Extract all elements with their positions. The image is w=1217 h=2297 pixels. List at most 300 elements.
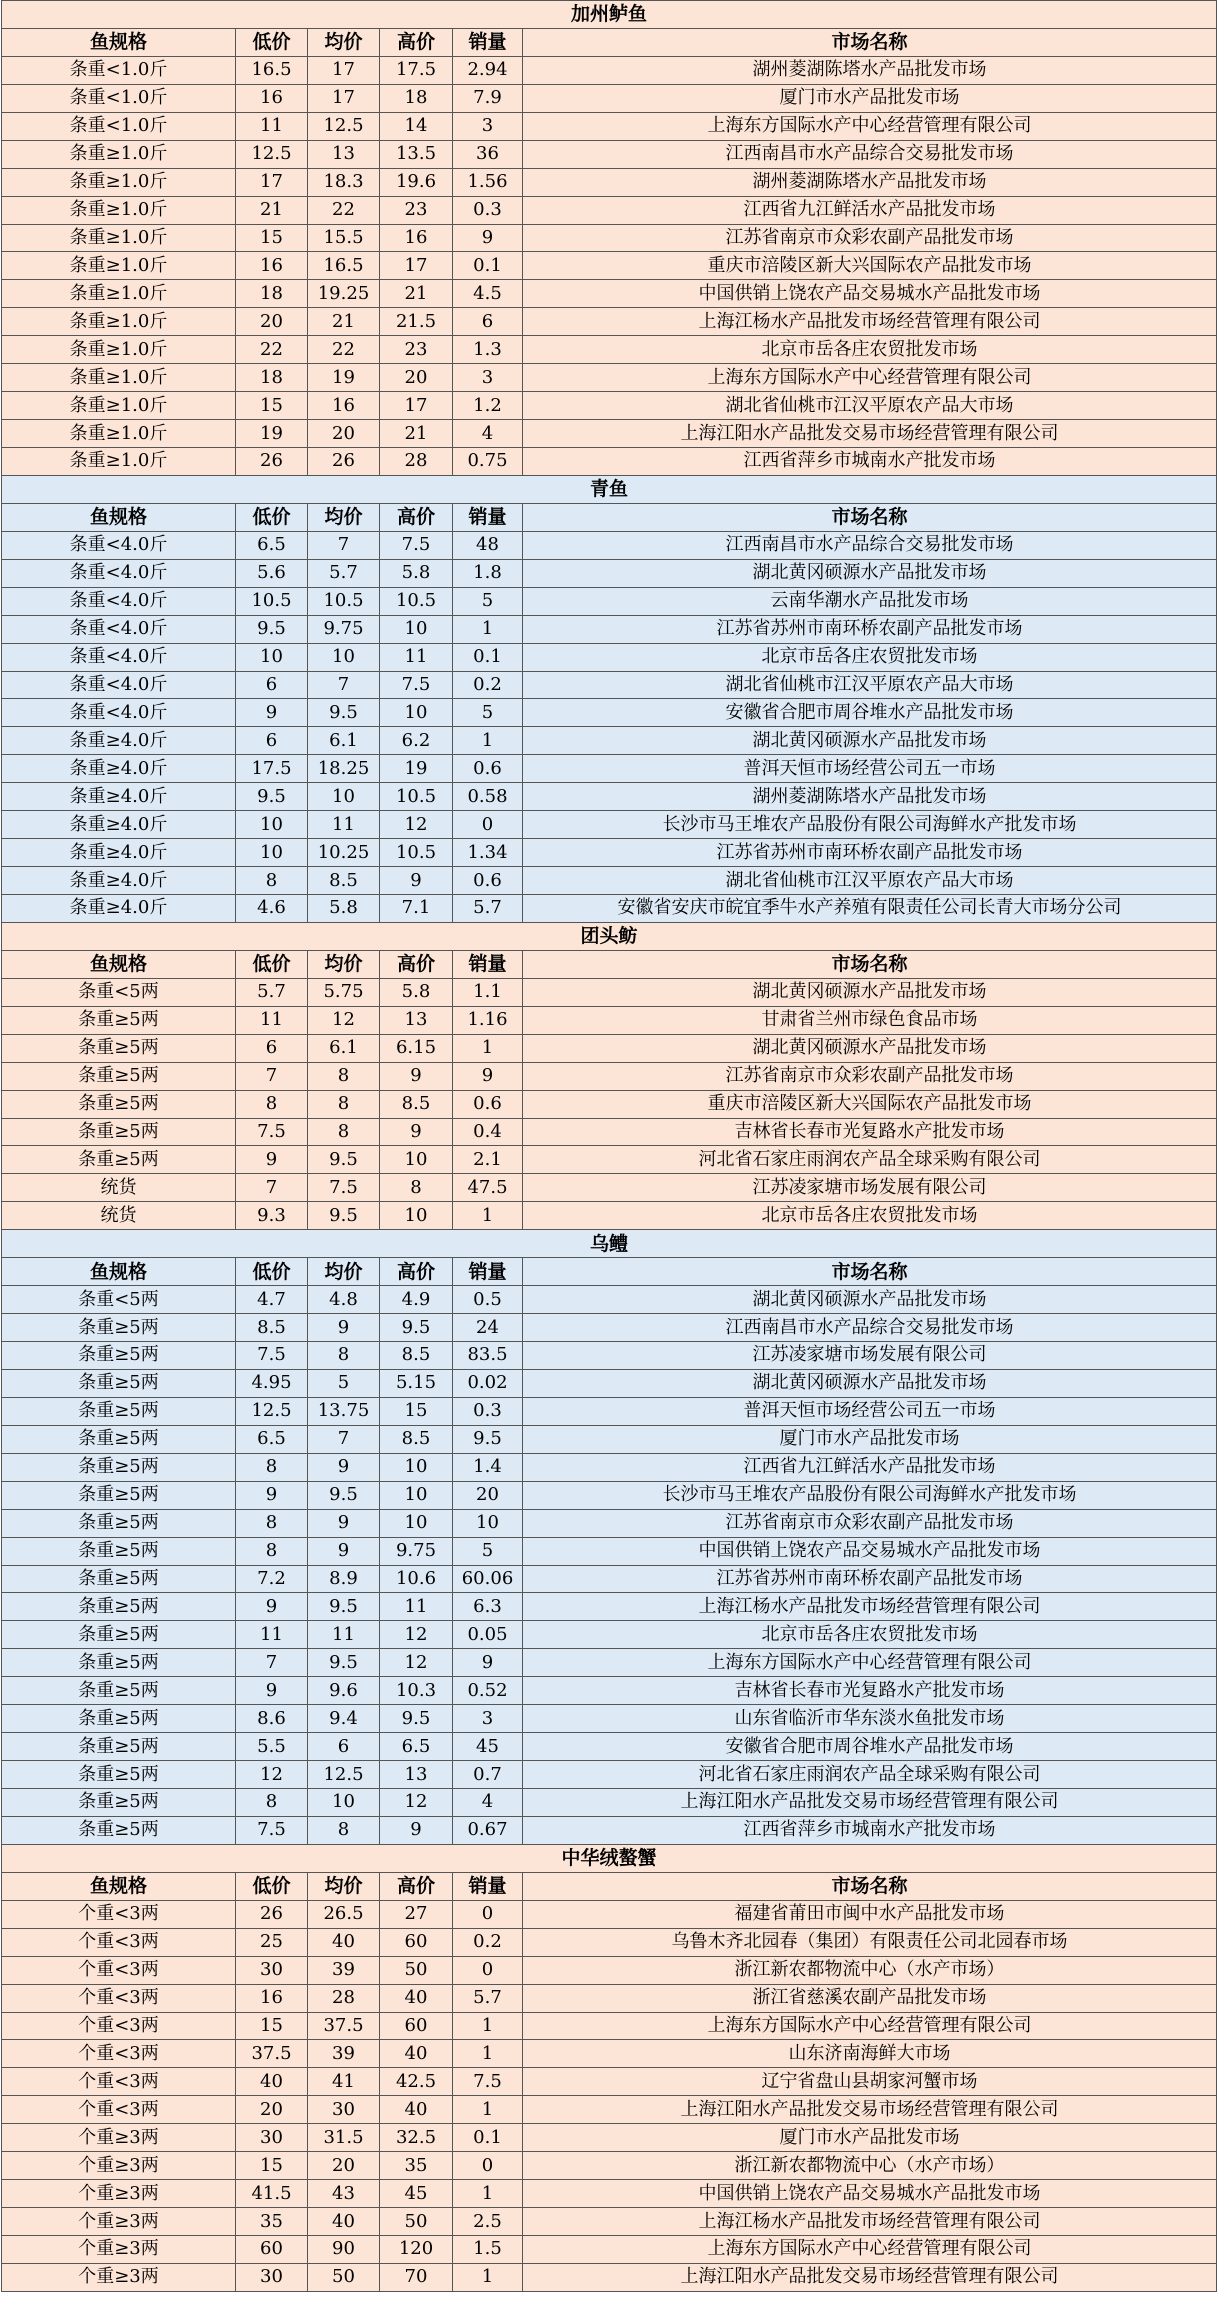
volume-cell: 10: [453, 1509, 523, 1537]
section-title-row: [2, 1, 1217, 29]
market-name-cell: 吉林省长春市光复路水产批发市场: [523, 1677, 1217, 1705]
volume-cell: 2.5: [453, 2208, 523, 2236]
spec-header: 鱼规格: [2, 1258, 236, 1286]
high-price-cell: 13: [380, 1761, 453, 1789]
avg-price-cell: 9: [308, 1314, 380, 1342]
high-price-cell: 12: [380, 811, 453, 839]
high-price-cell: 21.5: [380, 308, 453, 336]
spec-cell: 条重≥4.0斤: [2, 755, 236, 783]
spec-cell: 条重≥5两: [2, 1733, 236, 1761]
spec-cell: 个重≥3两: [2, 2124, 236, 2152]
high-price-cell: 23: [380, 196, 453, 224]
low-price-cell: 8: [236, 1789, 308, 1817]
low-price-cell: 8: [236, 1453, 308, 1481]
low-price-cell: 26: [236, 1900, 308, 1928]
volume-cell: 48: [453, 531, 523, 559]
volume-cell: 1: [453, 2040, 523, 2068]
high-price-cell: 13: [380, 1006, 453, 1034]
header-row: [2, 28, 1217, 56]
table-row: [2, 2068, 1217, 2096]
avg-price-cell: 7.5: [308, 1174, 380, 1202]
table-row: [2, 2208, 1217, 2236]
table-row: [2, 112, 1217, 140]
avg-price-cell: 31.5: [308, 2124, 380, 2152]
high-price-cell: 32.5: [380, 2124, 453, 2152]
low-price-cell: 9: [236, 699, 308, 727]
table-row: [2, 2180, 1217, 2208]
high-price-cell: 10.5: [380, 783, 453, 811]
volume-cell: 0.1: [453, 643, 523, 671]
high-price-cell: 9.5: [380, 1705, 453, 1733]
table-row: [2, 839, 1217, 867]
volume-cell: 4.5: [453, 280, 523, 308]
spec-cell: 条重<4.0斤: [2, 587, 236, 615]
avg-price-cell: 40: [308, 1928, 380, 1956]
table-row: [2, 364, 1217, 392]
high-price-cell: 35: [380, 2152, 453, 2180]
low-price-cell: 10.5: [236, 587, 308, 615]
market-name-cell: 江西省九江鲜活水产品批发市场: [523, 1453, 1217, 1481]
avg-price-cell: 37.5: [308, 2012, 380, 2040]
high-price-cell: 40: [380, 1984, 453, 2012]
market-name-cell: 江苏省南京市众彩农副产品批发市场: [523, 1509, 1217, 1537]
market-name-cell: 中国供销上饶农产品交易城水产品批发市场: [523, 1537, 1217, 1565]
market-name-cell: 上海江阳水产品批发交易市场经营管理有限公司: [523, 2263, 1217, 2291]
volume-cell: 0.4: [453, 1118, 523, 1146]
spec-cell: 条重≥1.0斤: [2, 140, 236, 168]
spec-cell: 条重≥5两: [2, 1342, 236, 1370]
spec-cell: 条重<1.0斤: [2, 84, 236, 112]
avg-price-cell: 12.5: [308, 112, 380, 140]
volume-cell: 0.1: [453, 2124, 523, 2152]
volume-cell: 83.5: [453, 1342, 523, 1370]
volume-cell: 0.58: [453, 783, 523, 811]
volume-cell: 3: [453, 364, 523, 392]
volume-cell: 36: [453, 140, 523, 168]
high-price-cell: 10.6: [380, 1565, 453, 1593]
spec-cell: 条重≥1.0斤: [2, 196, 236, 224]
table-row: [2, 1816, 1217, 1844]
market-name-cell: 上海东方国际水产中心经营管理有限公司: [523, 2236, 1217, 2264]
spec-cell: 条重≥1.0斤: [2, 448, 236, 476]
market-name-cell: 普洱天恒市场经营公司五一市场: [523, 755, 1217, 783]
high-price-cell: 11: [380, 643, 453, 671]
low-price-cell: 9.3: [236, 1202, 308, 1230]
low-price-cell: 6: [236, 727, 308, 755]
market-name-cell: 福建省莆田市闽中水产品批发市场: [523, 1900, 1217, 1928]
high-price-cell: 12: [380, 1621, 453, 1649]
volume-cell: 6.3: [453, 1593, 523, 1621]
spec-cell: 条重≥4.0斤: [2, 727, 236, 755]
high-price-cell: 10: [380, 1202, 453, 1230]
avg-price-cell: 9.5: [308, 1146, 380, 1174]
avg-price-cell: 90: [308, 2236, 380, 2264]
table-row: [2, 1705, 1217, 1733]
table-row: [2, 280, 1217, 308]
market-name-cell: 中国供销上饶农产品交易城水产品批发市场: [523, 2180, 1217, 2208]
market-name-cell: 湖北省仙桃市江汉平原农产品大市场: [523, 392, 1217, 420]
volume-cell: 6: [453, 308, 523, 336]
volume-cell: 1.34: [453, 839, 523, 867]
avg-price-cell: 5.75: [308, 978, 380, 1006]
low-price-header: 低价: [236, 503, 308, 531]
spec-header: 鱼规格: [2, 950, 236, 978]
volume-cell: 1.1: [453, 978, 523, 1006]
low-price-cell: 8: [236, 1537, 308, 1565]
market-name-header: 市场名称: [523, 1872, 1217, 1900]
table-row: [2, 1593, 1217, 1621]
table-row: [2, 196, 1217, 224]
spec-cell: 个重≥3两: [2, 2180, 236, 2208]
high-price-cell: 40: [380, 2040, 453, 2068]
spec-cell: 条重≥1.0斤: [2, 224, 236, 252]
volume-cell: 1.3: [453, 336, 523, 364]
avg-price-cell: 8: [308, 1090, 380, 1118]
avg-price-cell: 5: [308, 1369, 380, 1397]
table-row: [2, 1956, 1217, 1984]
low-price-cell: 22: [236, 336, 308, 364]
spec-cell: 条重≥5两: [2, 1677, 236, 1705]
volume-cell: 0: [453, 1956, 523, 1984]
low-price-cell: 20: [236, 2096, 308, 2124]
avg-price-cell: 30: [308, 2096, 380, 2124]
market-name-cell: 普洱天恒市场经营公司五一市场: [523, 1397, 1217, 1425]
high-price-cell: 50: [380, 1956, 453, 1984]
avg-price-cell: 26.5: [308, 1900, 380, 1928]
table-row: [2, 1761, 1217, 1789]
low-price-cell: 40: [236, 2068, 308, 2096]
market-name-cell: 浙江省慈溪农副产品批发市场: [523, 1984, 1217, 2012]
high-price-cell: 6.2: [380, 727, 453, 755]
avg-price-header: 均价: [308, 1258, 380, 1286]
market-name-cell: 山东省临沂市华东淡水鱼批发市场: [523, 1705, 1217, 1733]
volume-cell: 0.2: [453, 1928, 523, 1956]
high-price-header: 高价: [380, 1258, 453, 1286]
spec-cell: 条重≥1.0斤: [2, 392, 236, 420]
high-price-cell: 9.5: [380, 1314, 453, 1342]
price-table: [1, 0, 1217, 2292]
volume-cell: 0: [453, 1900, 523, 1928]
low-price-cell: 11: [236, 112, 308, 140]
table-row: [2, 1453, 1217, 1481]
volume-cell: 5: [453, 1537, 523, 1565]
avg-price-cell: 17: [308, 56, 380, 84]
table-row: [2, 420, 1217, 448]
spec-cell: 条重≥4.0斤: [2, 895, 236, 923]
market-name-cell: 江苏省南京市众彩农副产品批发市场: [523, 1062, 1217, 1090]
low-price-cell: 7.5: [236, 1816, 308, 1844]
avg-price-cell: 16: [308, 392, 380, 420]
section-title: 团头鲂: [2, 922, 1217, 950]
spec-cell: 条重≥5两: [2, 1705, 236, 1733]
spec-cell: 条重≥1.0斤: [2, 252, 236, 280]
volume-cell: 0.75: [453, 448, 523, 476]
avg-price-cell: 6.1: [308, 727, 380, 755]
avg-price-cell: 8.9: [308, 1565, 380, 1593]
spec-cell: 条重≥5两: [2, 1006, 236, 1034]
section-title: 加州鲈鱼: [2, 1, 1217, 29]
low-price-cell: 16.5: [236, 56, 308, 84]
low-price-cell: 7.5: [236, 1342, 308, 1370]
low-price-cell: 8.5: [236, 1314, 308, 1342]
low-price-cell: 16: [236, 1984, 308, 2012]
volume-cell: 5: [453, 699, 523, 727]
volume-cell: 0.6: [453, 1090, 523, 1118]
market-name-cell: 厦门市水产品批发市场: [523, 1425, 1217, 1453]
table-row: [2, 1090, 1217, 1118]
market-name-cell: 江西省萍乡市城南水产批发市场: [523, 448, 1217, 476]
spec-cell: 条重<4.0斤: [2, 615, 236, 643]
table-row: [2, 643, 1217, 671]
avg-price-header: 均价: [308, 950, 380, 978]
high-price-cell: 10: [380, 1481, 453, 1509]
market-name-cell: 上海东方国际水产中心经营管理有限公司: [523, 2012, 1217, 2040]
table-row: [2, 1509, 1217, 1537]
high-price-cell: 19.6: [380, 168, 453, 196]
high-price-cell: 10.3: [380, 1677, 453, 1705]
market-name-cell: 江苏凌家塘市场发展有限公司: [523, 1342, 1217, 1370]
low-price-cell: 4.7: [236, 1286, 308, 1314]
market-name-cell: 北京市岳各庄农贸批发市场: [523, 1202, 1217, 1230]
avg-price-cell: 8: [308, 1816, 380, 1844]
table-row: [2, 559, 1217, 587]
avg-price-cell: 39: [308, 2040, 380, 2068]
table-row: [2, 1118, 1217, 1146]
table-row: [2, 1314, 1217, 1342]
volume-cell: 9: [453, 1062, 523, 1090]
spec-cell: 个重<3两: [2, 1984, 236, 2012]
table-row: [2, 671, 1217, 699]
low-price-cell: 20: [236, 308, 308, 336]
high-price-cell: 6.15: [380, 1034, 453, 1062]
spec-cell: 个重≥3两: [2, 2208, 236, 2236]
table-row: [2, 168, 1217, 196]
spec-cell: 条重≥5两: [2, 1090, 236, 1118]
table-row: [2, 1425, 1217, 1453]
high-price-cell: 12: [380, 1649, 453, 1677]
high-price-cell: 21: [380, 420, 453, 448]
market-name-cell: 乌鲁木齐北园春（集团）有限责任公司北园春市场: [523, 1928, 1217, 1956]
spec-cell: 条重≥1.0斤: [2, 168, 236, 196]
volume-header: 销量: [453, 950, 523, 978]
market-name-cell: 上海江阳水产品批发交易市场经营管理有限公司: [523, 2096, 1217, 2124]
low-price-cell: 25: [236, 1928, 308, 1956]
spec-cell: 条重<4.0斤: [2, 531, 236, 559]
volume-cell: 0.2: [453, 671, 523, 699]
high-price-cell: 42.5: [380, 2068, 453, 2096]
volume-cell: 24: [453, 1314, 523, 1342]
avg-price-cell: 26: [308, 448, 380, 476]
avg-price-cell: 9.4: [308, 1705, 380, 1733]
avg-price-cell: 12: [308, 1006, 380, 1034]
high-price-cell: 10: [380, 1509, 453, 1537]
avg-price-cell: 16.5: [308, 252, 380, 280]
table-row: [2, 978, 1217, 1006]
market-name-header: 市场名称: [523, 1258, 1217, 1286]
avg-price-cell: 9.5: [308, 699, 380, 727]
low-price-cell: 10: [236, 643, 308, 671]
low-price-cell: 12.5: [236, 1397, 308, 1425]
avg-price-cell: 4.8: [308, 1286, 380, 1314]
volume-cell: 1.16: [453, 1006, 523, 1034]
market-name-header: 市场名称: [523, 950, 1217, 978]
spec-cell: 条重≥5两: [2, 1509, 236, 1537]
high-price-header: 高价: [380, 1872, 453, 1900]
high-price-cell: 28: [380, 448, 453, 476]
high-price-cell: 9: [380, 1816, 453, 1844]
high-price-cell: 15: [380, 1397, 453, 1425]
low-price-cell: 7: [236, 1062, 308, 1090]
low-price-cell: 26: [236, 448, 308, 476]
header-row: [2, 1872, 1217, 1900]
spec-cell: 条重≥4.0斤: [2, 811, 236, 839]
low-price-cell: 9: [236, 1593, 308, 1621]
volume-cell: 1: [453, 727, 523, 755]
volume-cell: 2.1: [453, 1146, 523, 1174]
low-price-cell: 5.6: [236, 559, 308, 587]
high-price-cell: 17.5: [380, 56, 453, 84]
table-row: [2, 1984, 1217, 2012]
avg-price-cell: 9.5: [308, 1649, 380, 1677]
avg-price-cell: 10: [308, 783, 380, 811]
table-row: [2, 1677, 1217, 1705]
avg-price-cell: 21: [308, 308, 380, 336]
avg-price-cell: 10.25: [308, 839, 380, 867]
volume-cell: 20: [453, 1481, 523, 1509]
spec-cell: 个重<3两: [2, 1900, 236, 1928]
avg-price-cell: 8: [308, 1062, 380, 1090]
low-price-cell: 30: [236, 1956, 308, 1984]
market-name-cell: 江西南昌市水产品综合交易批发市场: [523, 1314, 1217, 1342]
market-name-cell: 云南华潮水产品批发市场: [523, 587, 1217, 615]
low-price-cell: 16: [236, 252, 308, 280]
section-title-row: [2, 922, 1217, 950]
high-price-cell: 9: [380, 1062, 453, 1090]
avg-price-cell: 10: [308, 1789, 380, 1817]
volume-cell: 4: [453, 420, 523, 448]
avg-price-cell: 5.8: [308, 895, 380, 923]
high-price-cell: 7.5: [380, 671, 453, 699]
low-price-cell: 18: [236, 364, 308, 392]
spec-cell: 条重≥4.0斤: [2, 783, 236, 811]
spec-cell: 统货: [2, 1174, 236, 1202]
spec-cell: 条重≥1.0斤: [2, 420, 236, 448]
volume-cell: 0: [453, 811, 523, 839]
market-name-cell: 厦门市水产品批发市场: [523, 84, 1217, 112]
high-price-cell: 19: [380, 755, 453, 783]
volume-cell: 1: [453, 615, 523, 643]
table-body: [2, 1, 1217, 2292]
spec-cell: 条重≥5两: [2, 1146, 236, 1174]
market-name-cell: 吉林省长春市光复路水产批发市场: [523, 1118, 1217, 1146]
avg-price-cell: 15.5: [308, 224, 380, 252]
table-row: [2, 2040, 1217, 2068]
market-name-cell: 辽宁省盘山县胡家河蟹市场: [523, 2068, 1217, 2096]
market-name-cell: 厦门市水产品批发市场: [523, 2124, 1217, 2152]
header-row: [2, 503, 1217, 531]
low-price-cell: 17: [236, 168, 308, 196]
section-title: 中华绒螯蟹: [2, 1844, 1217, 1872]
spec-cell: 个重≥3两: [2, 2152, 236, 2180]
table-row: [2, 727, 1217, 755]
volume-cell: 7.9: [453, 84, 523, 112]
low-price-cell: 7.2: [236, 1565, 308, 1593]
volume-cell: 1.56: [453, 168, 523, 196]
high-price-cell: 5.8: [380, 559, 453, 587]
market-name-header: 市场名称: [523, 28, 1217, 56]
market-name-cell: 北京市岳各庄农贸批发市场: [523, 1621, 1217, 1649]
avg-price-cell: 9: [308, 1537, 380, 1565]
market-name-cell: 上海江阳水产品批发交易市场经营管理有限公司: [523, 420, 1217, 448]
volume-cell: 9: [453, 1649, 523, 1677]
avg-price-cell: 40: [308, 2208, 380, 2236]
avg-price-cell: 13: [308, 140, 380, 168]
table-row: [2, 1006, 1217, 1034]
high-price-cell: 60: [380, 2012, 453, 2040]
market-name-cell: 安徽省安庆市皖宜季牛水产养殖有限责任公司长青大市场分公司: [523, 895, 1217, 923]
spec-cell: 条重≥5两: [2, 1118, 236, 1146]
avg-price-cell: 10.5: [308, 587, 380, 615]
market-name-cell: 湖北省仙桃市江汉平原农产品大市场: [523, 867, 1217, 895]
spec-cell: 条重≥5两: [2, 1369, 236, 1397]
high-price-cell: 5.8: [380, 978, 453, 1006]
volume-cell: 5.7: [453, 1984, 523, 2012]
low-price-cell: 12: [236, 1761, 308, 1789]
market-name-cell: 重庆市涪陵区新大兴国际农产品批发市场: [523, 252, 1217, 280]
table-row: [2, 895, 1217, 923]
table-row: [2, 56, 1217, 84]
avg-price-cell: 12.5: [308, 1761, 380, 1789]
market-name-cell: 北京市岳各庄农贸批发市场: [523, 336, 1217, 364]
low-price-cell: 5.5: [236, 1733, 308, 1761]
volume-header: 销量: [453, 28, 523, 56]
low-price-cell: 8: [236, 1090, 308, 1118]
volume-cell: 0.3: [453, 196, 523, 224]
volume-cell: 1.2: [453, 392, 523, 420]
low-price-cell: 12.5: [236, 140, 308, 168]
spec-cell: 条重<4.0斤: [2, 671, 236, 699]
avg-price-cell: 43: [308, 2180, 380, 2208]
low-price-cell: 6: [236, 671, 308, 699]
market-name-cell: 湖北黄冈硕源水产品批发市场: [523, 1369, 1217, 1397]
avg-price-cell: 41: [308, 2068, 380, 2096]
spec-cell: 条重≥5两: [2, 1537, 236, 1565]
spec-cell: 个重<3两: [2, 2096, 236, 2124]
spec-cell: 条重<4.0斤: [2, 699, 236, 727]
table-row: [2, 1369, 1217, 1397]
low-price-header: 低价: [236, 950, 308, 978]
spec-cell: 条重≥5两: [2, 1397, 236, 1425]
spec-cell: 个重<3两: [2, 1928, 236, 1956]
market-name-cell: 江苏省南京市众彩农副产品批发市场: [523, 224, 1217, 252]
market-name-cell: 重庆市涪陵区新大兴国际农产品批发市场: [523, 1090, 1217, 1118]
market-name-cell: 安徽省合肥市周谷堆水产品批发市场: [523, 1733, 1217, 1761]
low-price-cell: 18: [236, 280, 308, 308]
high-price-cell: 45: [380, 2180, 453, 2208]
avg-price-cell: 9.75: [308, 615, 380, 643]
table-row: [2, 84, 1217, 112]
low-price-cell: 15: [236, 224, 308, 252]
table-row: [2, 531, 1217, 559]
spec-cell: 条重<5两: [2, 1286, 236, 1314]
volume-cell: 9: [453, 224, 523, 252]
high-price-cell: 9: [380, 1118, 453, 1146]
low-price-cell: 17.5: [236, 755, 308, 783]
table-row: [2, 2236, 1217, 2264]
avg-price-cell: 8: [308, 1342, 380, 1370]
high-price-cell: 17: [380, 392, 453, 420]
market-name-cell: 上海东方国际水产中心经营管理有限公司: [523, 112, 1217, 140]
